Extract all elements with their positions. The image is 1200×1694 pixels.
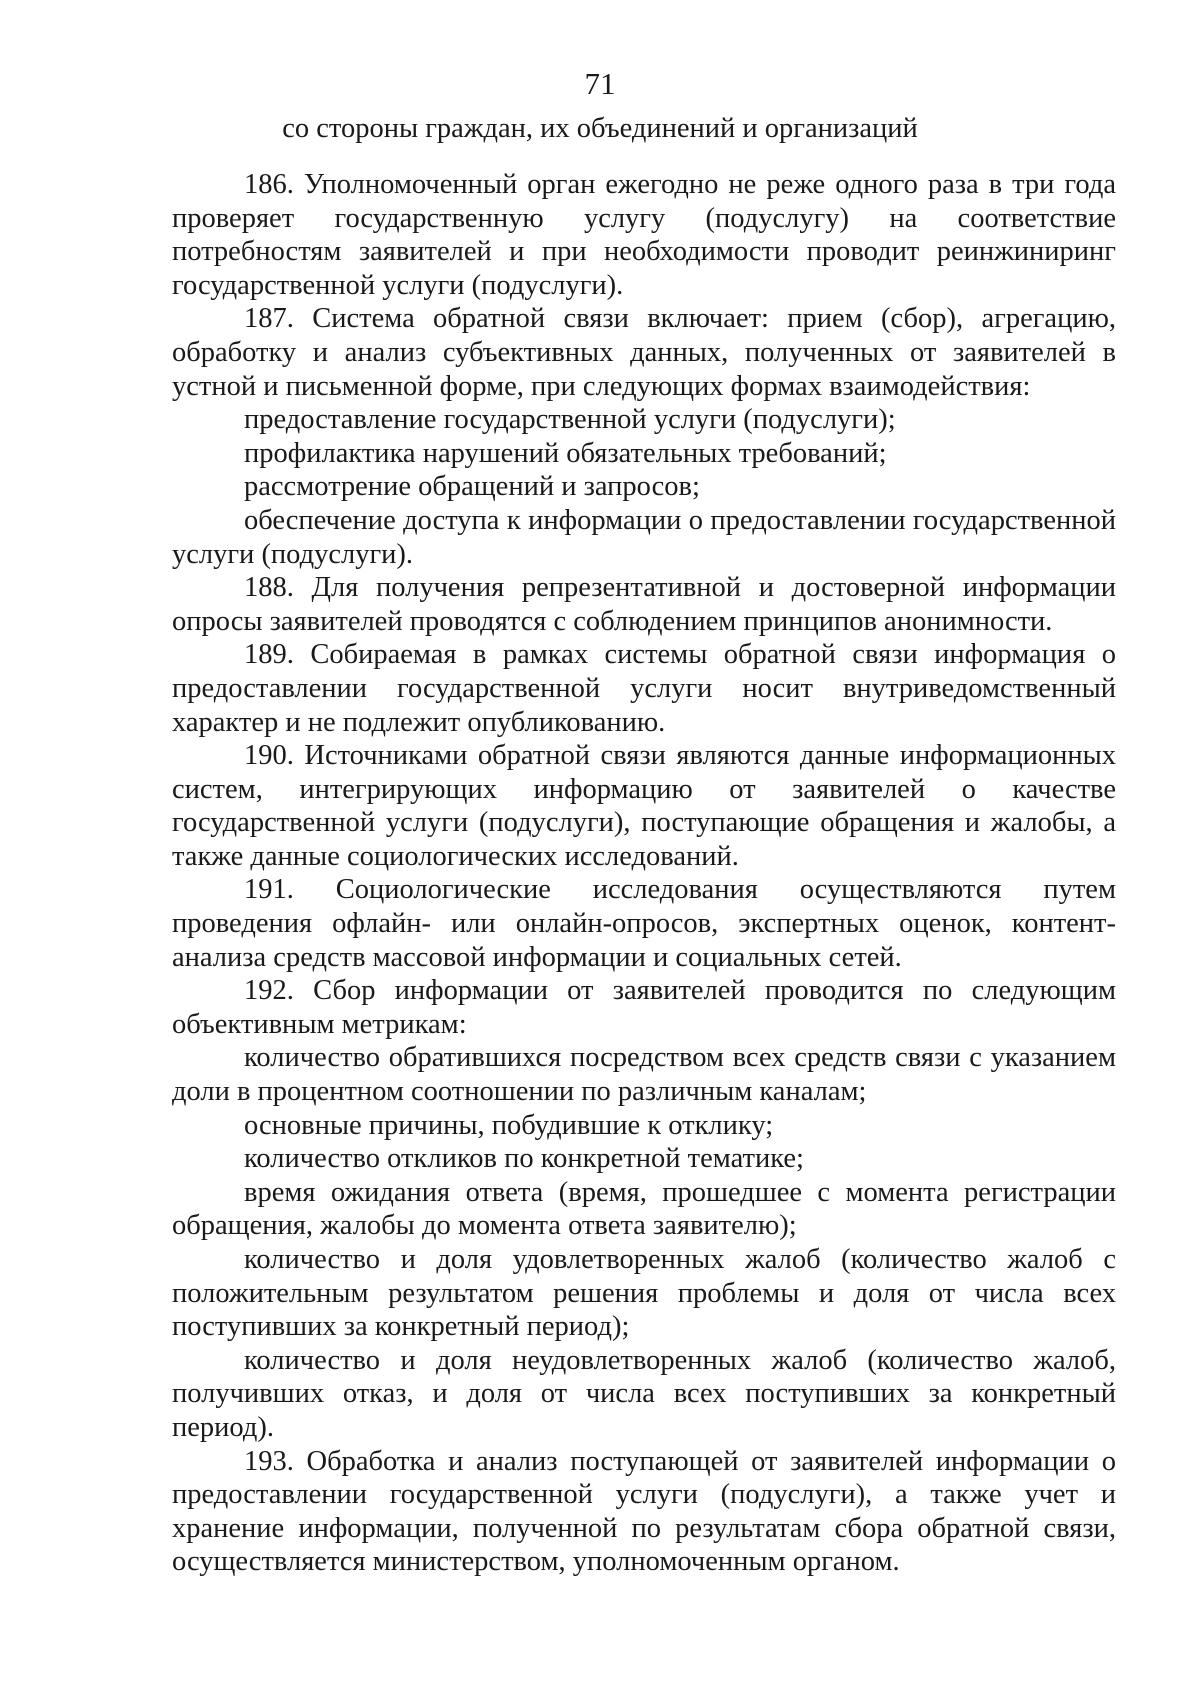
paragraph-188: 188. Для получения репрезентативной и достоверной информации опросы заявителей проводятся с соблюдением принципов анонимности. [172,572,1116,637]
paragraph-193: 193. Обработка и анализ поступающей от заявителей информации о предоставлении государственной услуги (подуслуги), а также учет и хранение информации, полученной по результатам сбора обратной связи, осуществляется министерством, уполномоченным органом. [172,1445,1116,1578]
document-body [172,168,1116,1579]
metric-item-unsatisfied: количество и доля неудовлетворенных жалоб (количество жалоб, получивших отказ, и доля от числа всех поступивших за конкретный период). [172,1344,1116,1443]
paragraph-190: 190. Источниками обратной связи являются данные информационных систем, интегрирующих информацию от заявителей о качестве государственной услуги (подуслуги), поступающие обращения и жалобы, а также данные социологических исследований. [172,740,1116,872]
paragraph-191: 191. Социологические исследования осуществляются путем проведения офлайн- или онлайн-опросов, экспертных оценок, контент-анализа средств массовой информации и социальных сетей. [172,874,1116,973]
metric-item-topics: количество откликов по конкретной тематике; [244,1143,804,1175]
paragraph-192: 192. Сбор информации от заявителей проводится по следующим объективным метрикам: [172,975,1116,1040]
list-item-access: обеспечение доступа к информации о предоставлении государственной услуги (подуслуги). [172,504,1116,570]
metric-item-contacts: количество обратившихся посредством всех средств связи с указанием доли в процентном соотношении по различным каналам; [172,1042,1116,1108]
metric-item-satisfied: количество и доля удовлетворенных жалоб (количество жалоб с положительным результатом решения проблемы и доля от числа всех поступивших за конкретный период); [172,1244,1116,1343]
paragraph-187: 187. Система обратной связи включает: прием (сбор), агрегацию, обработку и анализ субъективных данных, полученных от заявителей в устной и письменной форме, при следующих формах взаимодействия: [172,303,1116,402]
metric-item-wait-time: время ожидания ответа (время, прошедшее с момента регистрации обращения, жалобы до момента ответа заявителю); [172,1176,1116,1242]
list-item-provision: предоставление государственной услуги (подуслуги); [244,404,896,436]
page-number: 71 [584,66,616,101]
section-heading-continuation: со стороны граждан, их объединений и организаций [282,113,918,144]
metric-item-reasons: основные причины, побудившие к отклику; [244,1109,774,1141]
list-item-appeals: рассмотрение обращений и запросов; [244,471,700,503]
paragraph-186: 186. Уполномоченный орган ежегодно не реже одного раза в три года проверяет государственную услугу (подуслугу) на соответствие потребностям заявителей и при необходимости проводит реинжиниринг государственной услуги (подуслуги). [172,169,1116,301]
list-item-prevention: профилактика нарушений обязательных требований; [244,437,887,469]
paragraph-189: 189. Собираемая в рамках системы обратной связи информация о предоставлении государственной услуги носит внутриведомственный характер и не подлежит опубликованию. [172,639,1116,738]
